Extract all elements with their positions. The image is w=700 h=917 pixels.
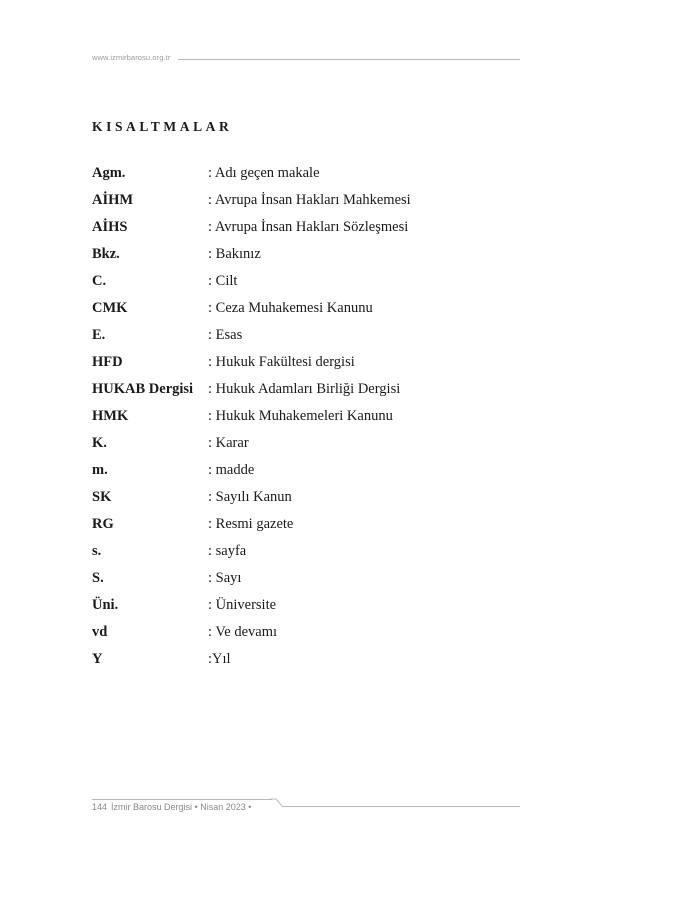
- abbreviation-term: Üni.: [92, 597, 119, 613]
- abbreviation-definition: : Hukuk Adamları Birliği Dergisi: [208, 381, 401, 397]
- abbreviation-term: AİHS: [92, 219, 128, 235]
- footer-rule-right: [282, 806, 520, 807]
- abbreviation-row: [92, 515, 522, 542]
- abbreviation-term: HUKAB Dergisi: [92, 381, 194, 397]
- abbreviation-definition: : Sayı: [208, 570, 242, 586]
- abbreviation-term: Agm.: [92, 165, 126, 181]
- abbreviation-row: [92, 353, 522, 380]
- abbreviation-row: [92, 191, 522, 218]
- abbreviation-definition: : Hukuk Fakültesi dergisi: [208, 354, 355, 370]
- abbreviation-row: [92, 569, 522, 596]
- abbreviation-row: [92, 218, 522, 245]
- abbreviation-term: RG: [92, 516, 114, 532]
- abbreviation-definition: : Ceza Muhakemesi Kanunu: [208, 300, 373, 316]
- abbreviation-definition: : Adı geçen makale: [208, 165, 320, 181]
- abbreviation-row: [92, 623, 522, 650]
- abbreviation-term: E.: [92, 327, 106, 343]
- abbreviation-term: Bkz.: [92, 246, 120, 262]
- abbreviation-list: [92, 164, 522, 677]
- abbreviation-definition: : madde: [208, 462, 255, 478]
- abbreviation-definition: : Karar: [208, 435, 249, 451]
- abbreviation-term: S.: [92, 570, 104, 586]
- abbreviation-row: [92, 164, 522, 191]
- footer: [92, 802, 251, 812]
- abbreviation-term: vd: [92, 624, 108, 640]
- section-title: KISALTMALAR: [92, 119, 233, 134]
- abbreviation-definition: : Cilt: [208, 273, 238, 289]
- abbreviation-row: [92, 299, 522, 326]
- abbreviation-definition: :Yıl: [208, 651, 231, 667]
- abbreviation-term: SK: [92, 489, 112, 505]
- abbreviation-definition: : Sayılı Kanun: [208, 489, 292, 505]
- abbreviation-definition: : Esas: [208, 327, 243, 343]
- abbreviation-row: [92, 461, 522, 488]
- abbreviation-definition: : Avrupa İnsan Hakları Mahkemesi: [208, 192, 411, 208]
- page-number: 144: [92, 802, 108, 812]
- abbreviation-definition: : Avrupa İnsan Hakları Sözleşmesi: [208, 219, 409, 235]
- footer-journal: İzmir Barosu Dergisi • Nisan 2023 •: [111, 802, 252, 812]
- abbreviation-term: AİHM: [92, 192, 134, 208]
- abbreviation-definition: : Üniversite: [208, 597, 277, 613]
- abbreviation-row: [92, 326, 522, 353]
- abbreviation-row: [92, 488, 522, 515]
- abbreviation-definition: : Resmi gazete: [208, 516, 294, 532]
- abbreviation-row: [92, 407, 522, 434]
- abbreviation-term: HFD: [92, 354, 123, 370]
- abbreviation-term: HMK: [92, 408, 129, 424]
- abbreviation-row: [92, 434, 522, 461]
- header-url: www.izmirbarosu.org.tr: [92, 53, 171, 62]
- abbreviation-row: [92, 650, 522, 677]
- abbreviation-definition: : Hukuk Muhakemeleri Kanunu: [208, 408, 393, 424]
- abbreviation-term: K.: [92, 435, 107, 451]
- abbreviation-term: Y: [92, 651, 103, 667]
- abbreviation-definition: : Bakınız: [208, 246, 261, 262]
- abbreviation-row: [92, 542, 522, 569]
- abbreviation-row: [92, 272, 522, 299]
- footer-rule-left: [92, 799, 272, 800]
- abbreviation-definition: : sayfa: [208, 543, 247, 559]
- abbreviation-row: [92, 245, 522, 272]
- abbreviation-row: [92, 380, 522, 407]
- abbreviation-definition: : Ve devamı: [208, 624, 277, 640]
- abbreviation-term: s.: [92, 543, 102, 559]
- abbreviation-term: m.: [92, 462, 108, 478]
- abbreviation-row: [92, 596, 522, 623]
- abbreviation-term: CMK: [92, 300, 128, 316]
- header-rule: [178, 59, 520, 60]
- abbreviation-term: C.: [92, 273, 107, 289]
